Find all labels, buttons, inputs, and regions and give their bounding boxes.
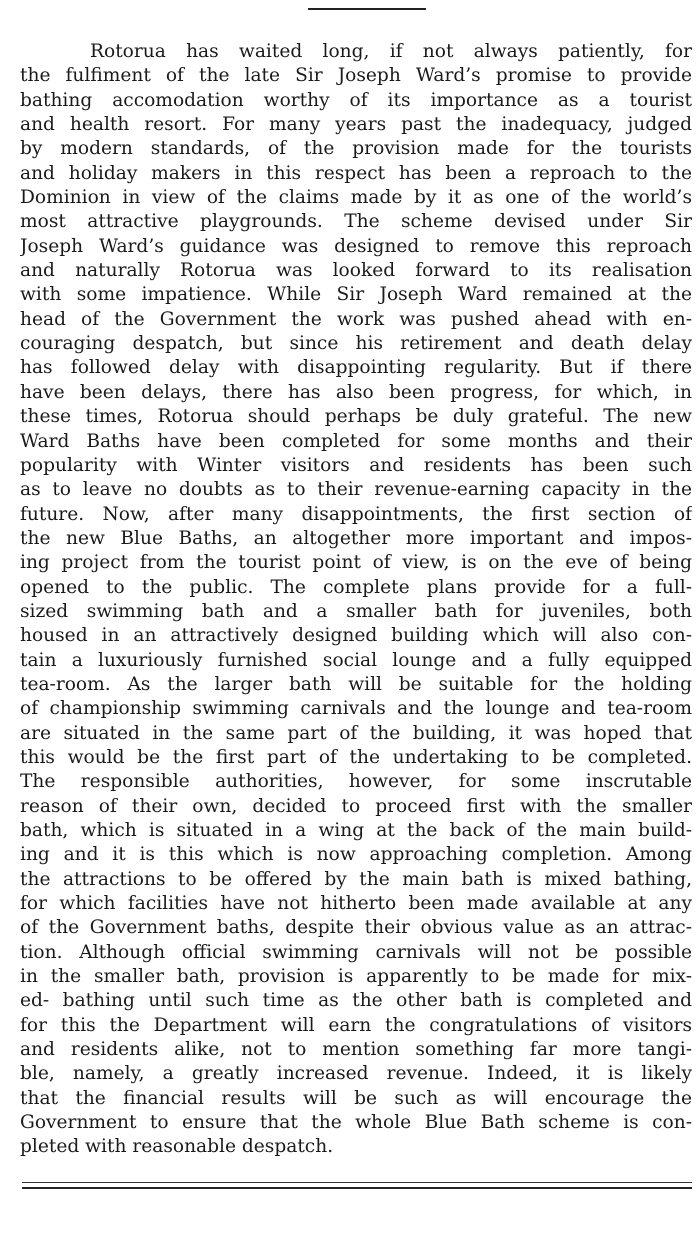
article-line: that the financial results will be such as will encourage the (20, 1087, 692, 1109)
article-line: and naturally Rotorua was looked forward to its realisation (20, 260, 692, 282)
article-line: bathing accomodation worthy of its importance as a tourist (20, 89, 692, 111)
article-line: these times, Rotorua should perhaps be duly grateful. The new (20, 406, 692, 428)
article-line: by modern standards, of the provision made for the tourists (20, 138, 692, 160)
bottom-divider-thick (22, 1187, 692, 1189)
article-line: bath, which is situated in a wing at the back of the main build- (20, 820, 692, 841)
article-line: has followed delay with disappointing regularity. But if there (20, 357, 692, 379)
article-line: and holiday makers in this respect has been a reproach to the (20, 162, 692, 184)
article-line: have been delays, there has also been progress, for which, in (20, 381, 692, 403)
article-line: ing and it is this which is now approaching completion. Among (20, 844, 692, 866)
article-line: Government to ensure that the whole Blue Bath scheme is con- (20, 1112, 692, 1134)
article-line: and residents alike, not to mention something far more tangi- (20, 1039, 692, 1061)
article-line: Rotorua has waited long, if not always patiently, for (90, 41, 692, 62)
article-line: ing project from the tourist point of view, is on the eve of being (20, 552, 692, 574)
article-line: Dominion in view of the claims made by it as one of the world’s (20, 187, 692, 209)
article-line: The responsible authorities, however, for some inscrutable (20, 771, 692, 793)
article-line: in the smaller bath, provision is apparently to be made for mix- (20, 966, 692, 988)
article-line: with some impatience. While Sir Joseph Ward remained at the (20, 284, 692, 306)
article-line: opened to the public. The complete plans provide for a full- (20, 576, 692, 598)
article-line: most attractive playgrounds. The scheme devised under Sir (20, 211, 692, 233)
article-line: for which facilities have not hitherto been made available at any (20, 893, 692, 915)
article-line: future. Now, after many disappointments, the first section of (20, 503, 692, 525)
article-line: ed- bathing until such time as the other bath is completed and (20, 990, 692, 1012)
article-line: housed in an attractively designed building which will also con- (20, 625, 692, 647)
article-line: and health resort. For many years past the inadequacy, judged (20, 114, 692, 136)
article-line: tain a luxuriously furnished social lounge and a fully equipped (20, 649, 692, 671)
article-line: popularity with Winter visitors and residents has been such (20, 454, 692, 476)
article-line: pleted with reasonable despatch. (20, 1136, 334, 1158)
article-line: the attractions to be offered by the main bath is mixed bathing, (20, 868, 692, 890)
article-line: the fulfiment of the late Sir Joseph Ward’s promise to provide (20, 65, 692, 87)
article-body (20, 40, 692, 1160)
article-line: as to leave no doubts as to their revenue-earning capacity in the (20, 479, 692, 501)
article-line: tea-room. As the larger bath will be suitable for the holding (20, 673, 692, 695)
article-line: of the Government baths, despite their obvious value as an attrac- (20, 917, 692, 939)
article-line: Ward Baths have been completed for some months and their (20, 430, 692, 452)
article-line: ble, namely, a greatly increased revenue. Indeed, it is likely (20, 1063, 692, 1085)
article-line: sized swimming bath and a smaller bath for juveniles, both (20, 600, 692, 622)
article-line: reason of their own, decided to proceed first with the smaller (20, 795, 692, 817)
article-line: head of the Government the work was pushed ahead with en- (20, 308, 692, 330)
article-line: tion. Although official swimming carnivals will not be possible (20, 941, 692, 963)
article-line: Joseph Ward’s guidance was designed to remove this reproach (20, 235, 692, 257)
article-line: of championship swimming carnivals and the lounge and tea-room (20, 698, 692, 720)
article-line: for this the Department will earn the congratulations of visitors (20, 1014, 692, 1036)
bottom-divider-thin (22, 1182, 692, 1183)
article-line: couraging despatch, but since his retirement and death delay (20, 333, 692, 355)
article-line: this would be the first part of the undertaking to be completed. (20, 746, 692, 768)
article-line: are situated in the same part of the building, it was hoped that (20, 722, 692, 744)
top-divider (308, 8, 426, 10)
article-line: the new Blue Baths, an altogether more important and impos- (20, 527, 692, 549)
